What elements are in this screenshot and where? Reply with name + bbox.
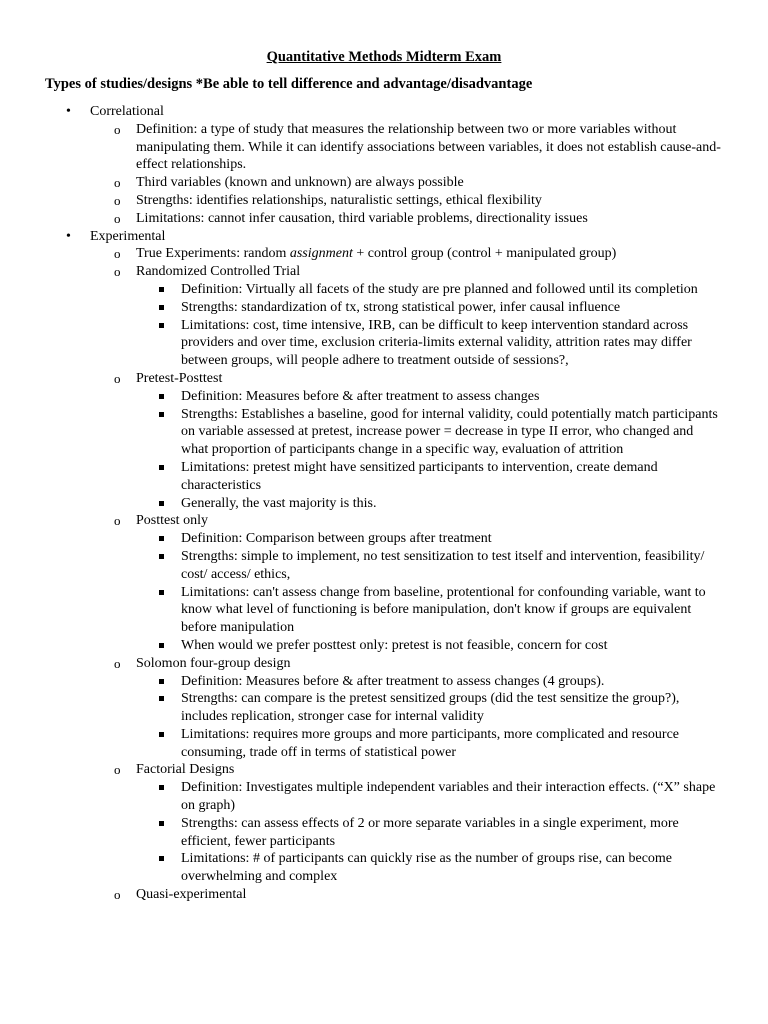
circle-marker: o bbox=[114, 264, 121, 280]
circle-marker: o bbox=[114, 246, 121, 262]
item-text: Third variables (known and unknown) are always possible bbox=[136, 175, 464, 191]
item-label: Factorial Designs bbox=[136, 762, 235, 778]
item-label: Randomized Controlled Trial bbox=[136, 264, 301, 280]
circle-marker: o bbox=[114, 655, 121, 671]
list-item-rct bbox=[0, 263, 721, 281]
square-marker bbox=[159, 287, 164, 292]
bullet-marker: • bbox=[66, 104, 71, 119]
item-label: Quasi-experimental bbox=[136, 887, 247, 903]
list-item-solomon-definition bbox=[0, 673, 721, 691]
list-item-correlational-strengths bbox=[0, 192, 721, 210]
square-marker bbox=[159, 590, 164, 595]
square-marker bbox=[159, 323, 164, 328]
square-marker bbox=[159, 643, 164, 648]
list-item-pretest-limitations bbox=[0, 459, 721, 495]
item-text: Strengths: standardization of tx, strong statistical power, infer causal influence bbox=[181, 299, 621, 315]
item-text: Strengths: Establishes a baseline, good for internal validity, could potentially match participants on variable assessed at pretest, increase power = decrease in type II error, who changed and what proportion of participants change in a specific way, evaluation of attrition bbox=[181, 406, 718, 458]
list-item-solomon bbox=[0, 655, 721, 673]
list-item-correlational-limitations bbox=[0, 210, 721, 228]
circle-marker: o bbox=[114, 210, 121, 226]
square-marker bbox=[159, 536, 164, 541]
list-item-rct-strengths bbox=[0, 299, 721, 317]
list-item-posttest-limitations bbox=[0, 584, 721, 637]
item-label: Experimental bbox=[90, 228, 166, 244]
item-text: Definition: a type of study that measures the relationship between two or more variables without manipulating them. While it can identify associations between variables, it does not establish cause-and-effect relationships. bbox=[136, 121, 721, 173]
item-text: Limitations: cannot infer causation, third variable problems, directionality issues bbox=[136, 210, 588, 226]
bullet-marker: • bbox=[66, 228, 71, 244]
list-item-quasi-experimental bbox=[0, 886, 721, 904]
square-marker bbox=[159, 501, 164, 506]
outline-list bbox=[0, 103, 768, 904]
item-text-after: + control group (control + manipulated group) bbox=[352, 246, 617, 262]
item-text: Strengths: can compare is the pretest sensitized groups (did the test sensitize the group?), includes replication, stronger case for internal validity bbox=[181, 691, 680, 725]
list-item-pretest-posttest bbox=[0, 370, 721, 388]
list-item-experimental bbox=[0, 228, 720, 246]
circle-marker: o bbox=[114, 121, 121, 137]
document-title: Quantitative Methods Midterm Exam bbox=[266, 49, 502, 65]
item-text: Generally, the vast majority is this. bbox=[181, 495, 377, 511]
item-text: Strengths: simple to implement, no test sensitization to test itself and intervention, feasibility/ cost/ access/ ethics, bbox=[181, 548, 705, 582]
item-label: Solomon four-group design bbox=[136, 655, 291, 671]
item-text: When would we prefer posttest only: pretest is not feasible, concern for cost bbox=[181, 637, 608, 653]
square-marker bbox=[159, 554, 164, 559]
square-marker bbox=[159, 821, 164, 826]
list-item-correlational-definition bbox=[0, 121, 721, 174]
list-item-posttest-when bbox=[0, 637, 721, 655]
square-marker bbox=[159, 856, 164, 861]
list-item-pretest-strengths bbox=[0, 406, 721, 459]
list-item-posttest-only bbox=[0, 512, 721, 530]
item-text-before: True Experiments: random bbox=[136, 246, 290, 262]
item-text: Strengths: can assess effects of 2 or more separate variables in a single experiment, more efficient, fewer participants bbox=[181, 815, 679, 849]
item-label: Correlational bbox=[90, 104, 164, 119]
list-item-factorial-definition bbox=[0, 779, 721, 815]
list-item-factorial-limitations bbox=[0, 850, 721, 886]
list-item-pretest-generally bbox=[0, 495, 721, 513]
list-item-pretest-definition bbox=[0, 388, 721, 406]
item-text-emphasis: assignment bbox=[289, 246, 353, 262]
list-item-factorial-strengths bbox=[0, 815, 721, 851]
square-marker bbox=[159, 394, 164, 399]
item-label: Posttest only bbox=[136, 513, 208, 529]
item-text: Definition: Measures before & after treatment to assess changes (4 groups). bbox=[181, 673, 605, 689]
list-item-solomon-strengths bbox=[0, 690, 721, 726]
list-item-correlational-third-variables bbox=[0, 174, 721, 192]
item-text: Strengths: identifies relationships, naturalistic settings, ethical flexibility bbox=[136, 192, 542, 208]
square-marker bbox=[159, 732, 164, 737]
item-text: Definition: Investigates multiple independent variables and their interaction effects. (“X” shape on graph) bbox=[181, 780, 716, 814]
square-marker bbox=[159, 305, 164, 310]
circle-marker: o bbox=[114, 762, 121, 778]
square-marker bbox=[159, 679, 164, 684]
list-item-rct-definition bbox=[0, 281, 721, 299]
circle-marker: o bbox=[114, 370, 121, 386]
item-text: Limitations: pretest might have sensitized participants to intervention, create demand characteristics bbox=[181, 459, 658, 493]
item-text: Limitations: requires more groups and more participants, more complicated and resource consuming, trade off in terms of statistical power bbox=[181, 726, 680, 760]
list-item-posttest-strengths bbox=[0, 548, 721, 584]
item-text: Limitations: can't assess change from baseline, protentional for confounding variable, want to know what level of functioning is before manipulation, don't know if groups are equivalent before manipulation bbox=[181, 584, 706, 636]
square-marker bbox=[159, 785, 164, 790]
section-heading: Types of studies/designs *Be able to tell difference and advantage/disadvantage bbox=[45, 76, 533, 92]
list-item-correlational bbox=[0, 103, 720, 121]
circle-marker: o bbox=[114, 175, 121, 191]
item-text: Definition: Measures before & after treatment to assess changes bbox=[181, 388, 540, 404]
list-item-factorial bbox=[0, 761, 721, 779]
item-text: Limitations: # of participants can quickly rise as the number of groups rise, can become overwhelming and complex bbox=[181, 851, 673, 885]
item-text: Limitations: cost, time intensive, IRB, can be difficult to keep intervention standard across providers and over time, exclusion criteria-limits external validity, attrition rates may differ between groups, will people adhere to treatment outside of sessions?, bbox=[181, 317, 692, 369]
square-marker bbox=[159, 465, 164, 470]
square-marker bbox=[159, 412, 164, 417]
square-marker bbox=[159, 696, 164, 701]
circle-marker: o bbox=[114, 513, 121, 529]
item-text: Definition: Comparison between groups after treatment bbox=[181, 531, 492, 547]
circle-marker: o bbox=[114, 887, 121, 903]
item-label: Pretest-Posttest bbox=[136, 370, 223, 386]
circle-marker: o bbox=[114, 192, 121, 208]
list-item-solomon-limitations bbox=[0, 726, 721, 762]
item-text: Definition: Virtually all facets of the study are pre planned and followed until its completion bbox=[181, 281, 698, 297]
list-item-true-experiments bbox=[0, 245, 721, 263]
list-item-posttest-definition bbox=[0, 530, 721, 548]
list-item-rct-limitations bbox=[0, 317, 721, 370]
